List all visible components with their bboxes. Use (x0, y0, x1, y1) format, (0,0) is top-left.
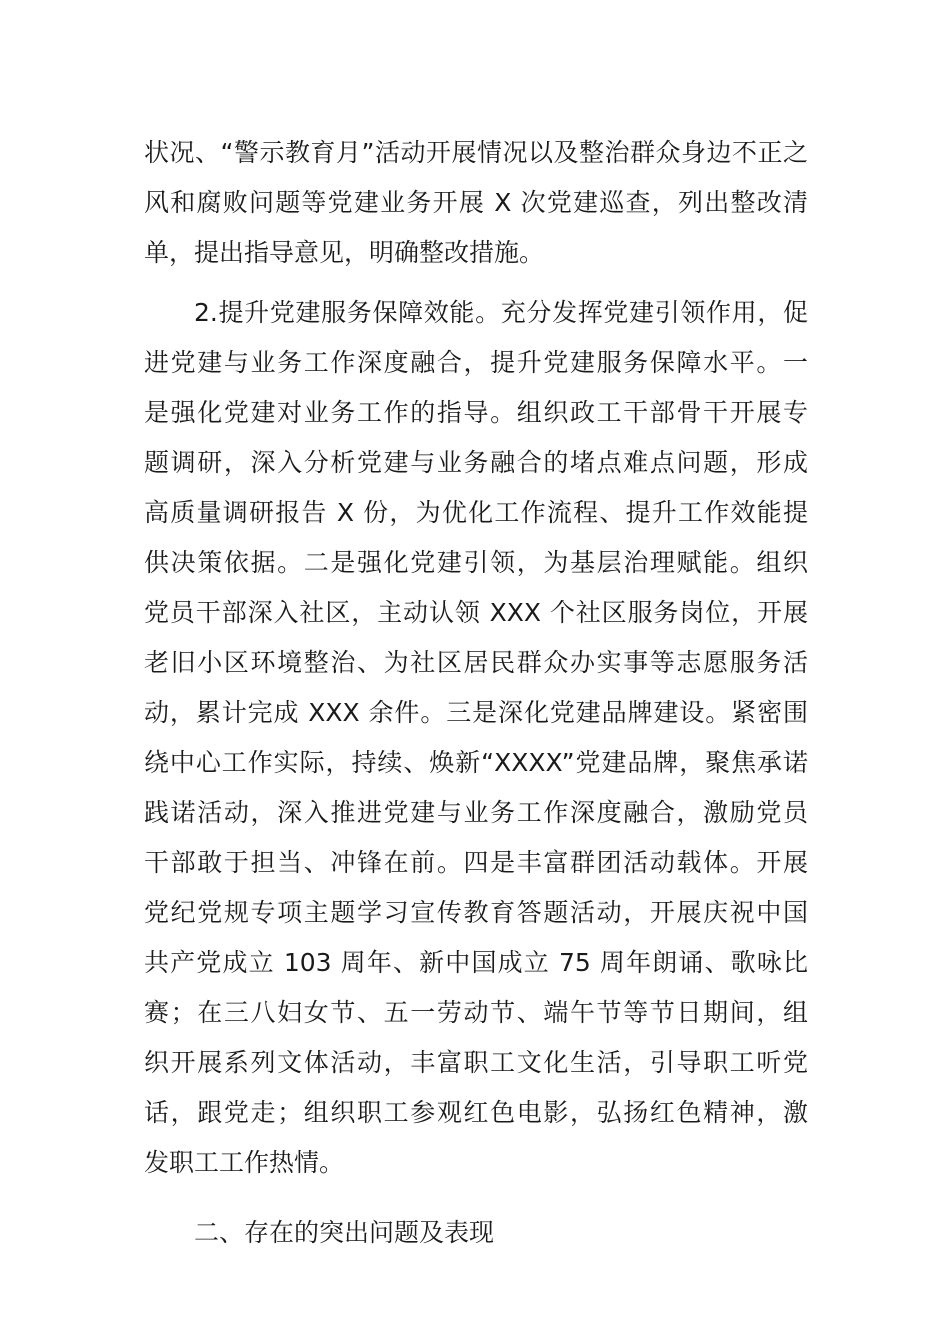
text-line: 老旧小区环境整治、为社区居民群众办实事等志愿服务活 (144, 648, 808, 677)
text-line: 是强化党建对业务工作的指导。组织政工干部骨干开展专 (144, 398, 808, 427)
paragraph-service-efficiency (144, 288, 808, 1188)
text-line: 发职工工作热情。 (144, 1148, 345, 1177)
paragraph-inspection-summary (144, 128, 808, 278)
document-body (144, 128, 808, 1258)
text-line: 干部敢于担当、冲锋在前。四是丰富群团活动载体。开展 (144, 848, 808, 877)
text-line: 动，累计完成 XXX 余件。三是深化党建品牌建设。紧密围 (144, 698, 808, 727)
text-line: 党纪党规专项主题学习宣传教育答题活动，开展庆祝中国 (144, 898, 808, 927)
text-line: 供决策依据。二是强化党建引领，为基层治理赋能。组织 (144, 548, 808, 577)
text-line: 题调研，深入分析党建与业务融合的堵点难点问题，形成 (144, 448, 808, 477)
text-line: 2.提升党建服务保障效能。充分发挥党建引领作用，促 (194, 298, 808, 327)
text-line: 践诺活动，深入推进党建与业务工作深度融合，激励党员 (144, 798, 808, 827)
section-heading: 二、存在的突出问题及表现 (194, 1218, 495, 1247)
text-line: 状况、“警示教育月”活动开展情况以及整治群众身边不正之 (144, 138, 808, 167)
text-line: 单，提出指导意见，明确整改措施。 (144, 238, 545, 267)
text-line: 绕中心工作实际，持续、焕新“XXXX”党建品牌，聚焦承诺 (144, 748, 808, 777)
text-line: 赛；在三八妇女节、五一劳动节、端午节等节日期间，组 (144, 998, 808, 1027)
text-line: 进党建与业务工作深度融合，提升党建服务保障水平。一 (144, 348, 808, 377)
text-line: 高质量调研报告 X 份，为优化工作流程、提升工作效能提 (144, 498, 808, 527)
text-line: 党员干部深入社区，主动认领 XXX 个社区服务岗位，开展 (144, 598, 808, 627)
text-line: 共产党成立 103 周年、新中国成立 75 周年朗诵、歌咏比 (144, 948, 808, 977)
text-line: 风和腐败问题等党建业务开展 X 次党建巡查，列出整改清 (144, 188, 808, 217)
text-line: 织开展系列文体活动，丰富职工文化生活，引导职工听党 (144, 1048, 808, 1077)
text-line: 话，跟党走；组织职工参观红色电影，弘扬红色精神，激 (144, 1098, 808, 1127)
